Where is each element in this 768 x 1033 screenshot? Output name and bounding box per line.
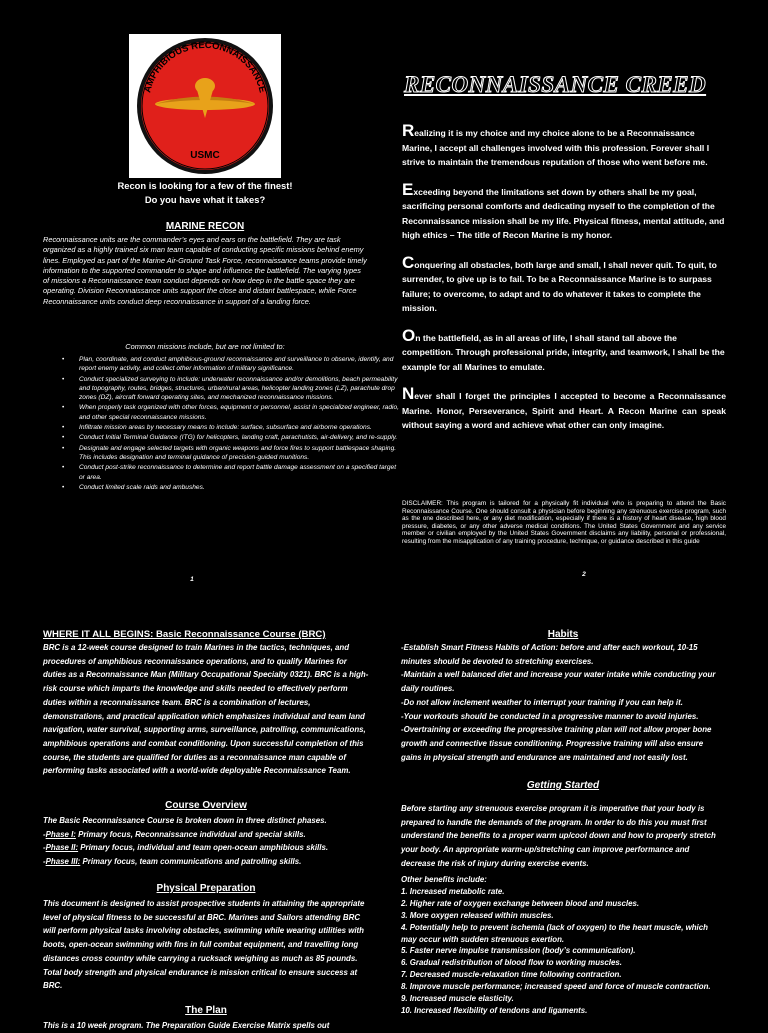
- list-item: • Conduct limited scale raids and ambushes.: [79, 483, 399, 492]
- getting-started-heading: Getting Started: [526, 780, 600, 791]
- list-item: • Plan, coordinate, and conduct amphibious-ground reconnaissance and surveillance to observe, identify, and report enemy activity, and collect other information of military significance.: [79, 355, 399, 373]
- list-item: 8. Improve muscle performance; increased speed and force of muscle contraction.: [401, 982, 711, 992]
- benefits-intro: Other benefits include:: [401, 875, 487, 884]
- the-plan-heading: The Plan: [185, 1005, 227, 1016]
- list-item: • When properly task organized with other forces, equipment or personnel, assist in specialized engineer, radio, and other special reconnaissance missions.: [79, 403, 399, 421]
- list-item: 1. Increased metabolic rate.: [401, 886, 505, 896]
- course-overview-heading: Course Overview: [165, 800, 247, 811]
- list-item: 2. Higher rate of oxygen exchange between blood and muscles.: [401, 898, 640, 908]
- list-item: • Conduct specialized surveying to include: underwater reconnaissance and/or demolitions, beach permeability and topography, routes, bridges, structures, urban/rural areas, helicopter landing zones (LZ), parachute drop zones (DZ), aircraft forward operating sites, and mechanized reconnaissance missions.: [79, 375, 399, 403]
- getting-started-text: Before starting any strenuous exercise program it is imperative that your body is prepared to handle the demands of the program. In order to do this you must first understand the benefits to a proper warm up/cool down and how to properly stretch your body. An appropriate warm-up/stretching can improve performance and decrease the risk of injury during exercise events.: [401, 804, 716, 868]
- creed-text: [402, 121, 726, 446]
- list-item: 10. Increased flexibility of tendons and ligaments.: [401, 1005, 588, 1015]
- brc-text: BRC is a 12-week course designed to train Marines in the tactics, techniques, and procedures of amphibious reconnaissance operations, and to qualify Marines for duties as a Reconnaissance Man (Military Occupational Specialty 0321). BRC is a high-risk course which imparts the knowledge and skills needed to effectively perform duties within a reconnaissance team. BRC is a combination of lectures, demonstrations, and practical application which emphasizes individual and team land navigation, water survival, supporting arms, surveillance, patrolling, communications, amphibious operations and combat conditioning. Upon successful completion of this course, the students are qualified for duties as a reconnaissance man capable of performing tasks associated with a world-wide deployable Reconnaissance Team.: [43, 643, 369, 776]
- physical-preparation-text: This document is designed to assist prospective students in attaining the appropriate level of physical fitness to be successful at BRC. Marines and Sailors attending BRC will perform physical tasks involving obstacles, swimming while wearing utilities with boots, open-ocean swimming with fins in full combat equipment, and travelling long distances cross country while carrying a rucksack weighing as much as 85 pounds. Total body strength and physical endurance is mission critical to ensure success at BRC.: [43, 899, 365, 991]
- habits-list: [401, 641, 725, 764]
- emblem-ring-text: AMPHIBIOUS RECONNAISSANCE: [142, 39, 268, 94]
- list-item: 7. Decreased muscle-relaxation time following contraction.: [401, 970, 622, 980]
- list-item: • Infiltrate mission areas by necessary means to include: surface, subsurface and airborne operations.: [79, 423, 399, 432]
- list-item: 9. Increased muscle elasticity.: [401, 994, 514, 1004]
- list-item: -Establish Smart Fitness Habits of Action: before and after each workout, 10-15 minutes should be devoted to stretching exercises.: [401, 643, 698, 666]
- list-item: -Do not allow inclement weather to interrupt your training if you can help it.: [401, 697, 683, 707]
- brc-heading: WHERE IT ALL BEGINS: Basic Reconnaissance Course (BRC): [43, 629, 326, 640]
- creed-paragraph: Exceeding beyond the limitations set down by others shall be my goal, sacrificing personal comforts and dedicating myself to the completion of the Reconnaissance mission shall be my life. Physical fitness, mental attitude, and high ethics – The title of Recon Marine is my honor.: [402, 179, 725, 240]
- creed-paragraph: On the battlefield, as in all areas of life, I shall stand tall above the competition. Through professional pride, integrity, and teamwork, I shall be the example for all Marines to emulate.: [402, 325, 725, 372]
- page-number: 1: [190, 576, 194, 583]
- phase-item: -Phase III: Primary focus, team communications and patrolling skills.: [43, 857, 302, 867]
- marine-recon-heading: MARINE RECON: [165, 221, 245, 232]
- list-item: 6. Gradual redistribution of blood flow to working muscles.: [401, 958, 622, 968]
- list-item: • Conduct Initial Terminal Guidance (ITG) for helicopters, landing craft, parachutists, air-delivery, and re-supply.: [79, 433, 399, 442]
- creed-paragraph: Realizing it is my choice and my choice alone to be a Reconnaissance Marine, I accept all challenges involved with this profession. Forever shall I strive to maintain the tremendous reputation of those who went before me.: [402, 121, 710, 167]
- phase-item: -Phase II: Primary focus, individual and team open-ocean amphibious skills.: [43, 843, 329, 853]
- emblem-bottom-text: USMC: [190, 150, 220, 161]
- course-overview: [43, 814, 369, 869]
- page-number: 2: [582, 571, 586, 578]
- list-item: 3. More oxygen released within muscles.: [401, 910, 554, 920]
- tagline: [40, 179, 370, 206]
- list-item: 5. Faster nerve impulse transmission (body’s communication).: [401, 946, 636, 956]
- physical-preparation-heading: Physical Preparation: [156, 883, 256, 894]
- creed-paragraph: Never shall I forget the principles I accepted to become a Reconnaissance Marine. Honor, Perseverance, Spirit and Heart. A Recon Marine can speak without saying a word and achieve what other can only imagine.: [402, 384, 726, 430]
- tagline-line2: Do you have what it takes?: [144, 193, 266, 205]
- the-plan-text: This is a 10 week program. The Preparation Guide Exercise Matrix spells out: [43, 1021, 330, 1030]
- overview-intro: The Basic Reconnaissance Course is broken down in three distinct phases.: [43, 816, 327, 825]
- missions-list: [47, 355, 399, 493]
- creed-title: RECONNAISSANCE CREED: [404, 72, 707, 97]
- tagline-line1: Recon is looking for a few of the finest!: [117, 180, 293, 191]
- disclaimer: DISCLAIMER: This program is tailored for a physically fit individual who is preparing to attend the Basic Reconnaissance Course. One should consult a physician before beginning any strenuous exercise program, such as the one described here, or any diet modification, especially if there is a history of heart disease, high blood pressure, diabetes, or any other adverse medical conditions. The United States Government and any service member or civilian employed by the United States Government disclaims any liability, personal or professional, resulting from the misapplication of any training procedure, technique, or guidance described in this guide: [402, 500, 726, 545]
- list-item: • Conduct post-strike reconnaissance to determine and report battle damage assessment on a specified target or area.: [79, 463, 399, 481]
- list-item: -Overtraining or exceeding the progressive training plan will not allow proper bone growth and connective tissue conditioning. Progressive training will also ensure gains in physical strength and endurance are maintained and not easily lost.: [401, 725, 712, 762]
- phase-item: -Phase I: Primary focus, Reconnaissance individual and special skills.: [43, 829, 306, 839]
- list-item: 4. Potentially help to prevent ischemia (lack of oxygen) to the heart muscle, which may occur with sudden strenuous exertion.: [401, 922, 708, 944]
- habits-heading: Habits: [547, 629, 579, 640]
- list-item: • Designate and engage selected targets with organic weapons and force fires to support battlespace shaping. This includes designation and terminal guidance of precision-guided munitions.: [79, 444, 399, 462]
- marine-recon-intro: Reconnaissance units are the commander’s eyes and ears on the battlefield. They are task organized as a highly trained six man team capable of conducting specific missions behind enemy lines. Employed as part of the Marine Air-Ground Task Force, reconnaissance teams provide timely information to the supported commander to shape and influence the battlefield. The varying types of missions a Reconnaissance team conduct depends on how deep in the battle space they are operating. Division Reconnaissance units support the close and distant battlespace, while Force Reconnaissance units conduct deep reconnaissance in support of a landing force.: [43, 235, 367, 306]
- list-item: -Your workouts should be conducted in a progressive manner to avoid injuries.: [401, 711, 699, 721]
- missions-intro: Common missions include, but are not limited to:: [125, 342, 285, 351]
- benefits-list: [401, 874, 725, 1017]
- list-item: -Maintain a well balanced diet and increase your water intake while conducting your daily routines.: [401, 670, 716, 694]
- creed-paragraph: Conquering all obstacles, both large and small, I shall never quit. To quit, to surrender, to give up is to fail. To be a Reconnaissance Marine is to surpass failure; to overcome, to adapt and to do whatever it takes to complete the mission.: [402, 252, 717, 313]
- recon-emblem: [129, 34, 281, 178]
